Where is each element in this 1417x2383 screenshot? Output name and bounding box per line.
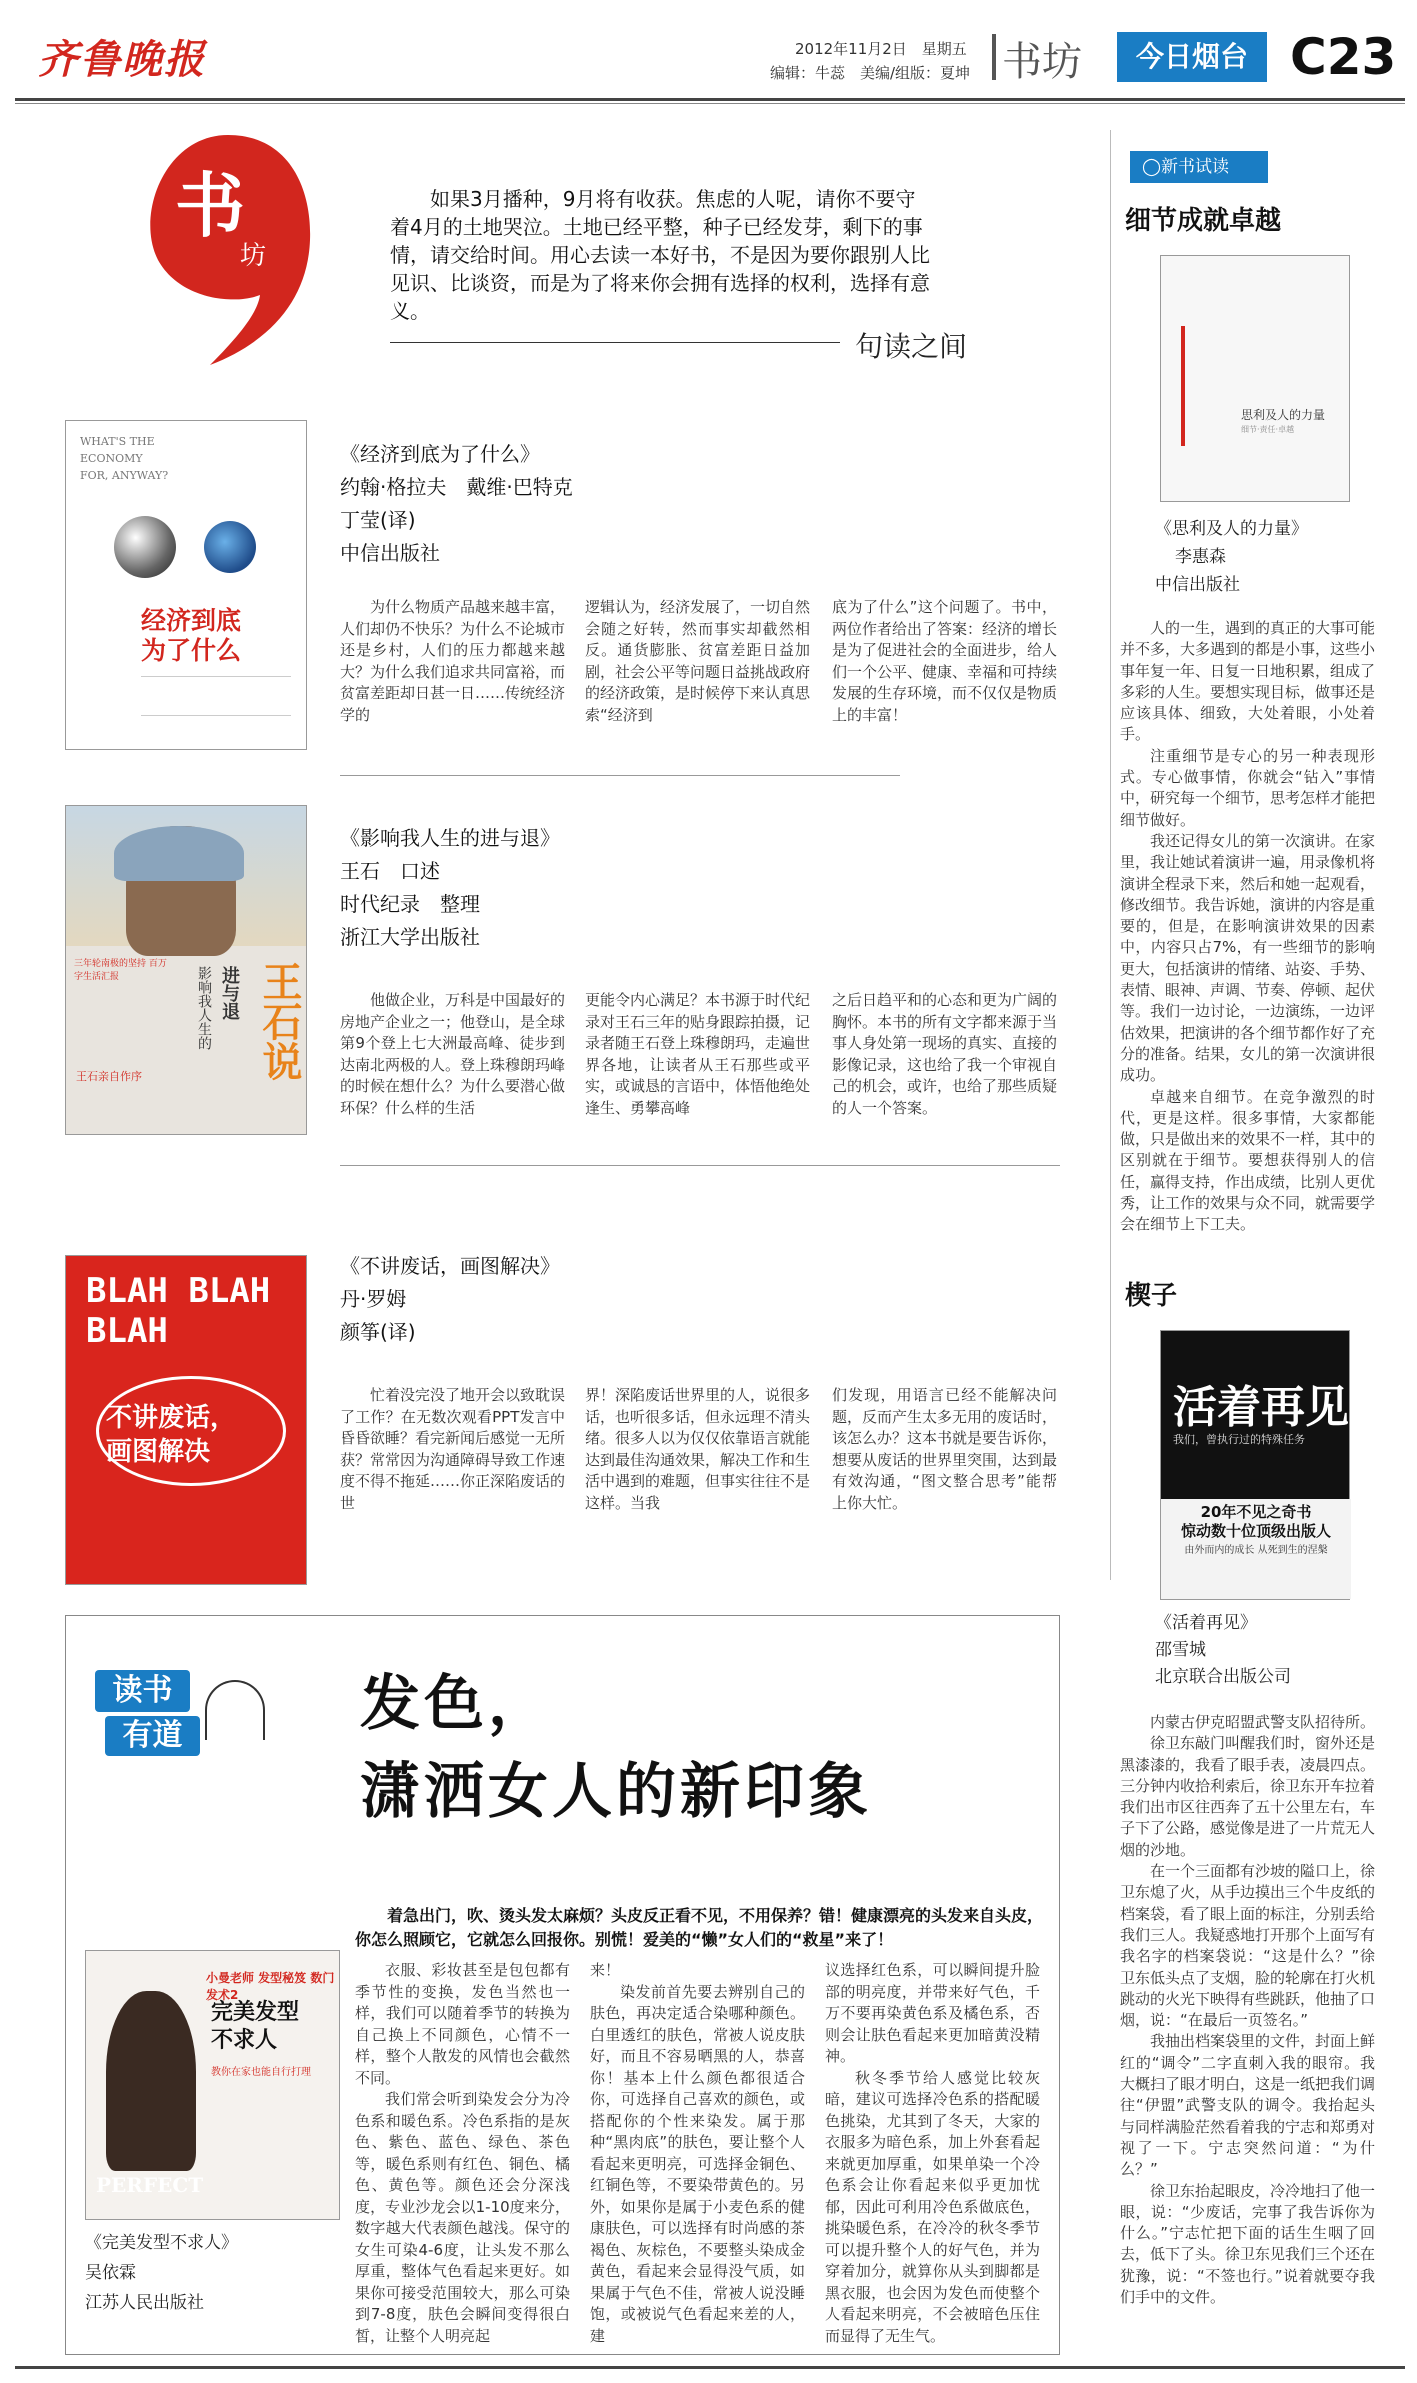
sidebar-heading-2: 楔子 — [1125, 1281, 1178, 1311]
masthead-divider — [992, 34, 996, 80]
shufang-logo — [140, 130, 315, 370]
issue-date: 2012年11月2日 星期五 — [795, 40, 967, 58]
book2-col1: 他做企业，万科是中国最好的房地产企业之一；他登山，是全球第9个登上七大洲最高峰、徒步到达南北两极的人。登上珠穆朗玛峰的时候在想什么？为什么要潜心做环保？什么样的生活 — [340, 991, 566, 1117]
book-author: 李惠森 — [1175, 547, 1226, 567]
cover-cn-1: 不讲废话， — [106, 1403, 237, 1433]
book1-col3: 底为了什么”这个问题了。书中，两位作者给出了答案：经济的增长是为了促进社会的全面进步，给人们一个公平、健康、幸福和可持续发展的生存环境，而不仅仅是物质上的丰富！ — [832, 598, 1058, 724]
book1-col2: 逻辑认为，经济发展了，一切自然会随之好转，然而事实却截然相反。通货膨胀、贫富差距日益加剧，社会公平等问题日益挑战政府的经济政策，是时候停下来认真思索“经济到 — [585, 598, 811, 724]
section-name: 书坊 — [1002, 39, 1082, 85]
cover-name: 王石说 — [256, 961, 302, 1081]
book-title: 《思利及人的力量》 — [1155, 519, 1308, 539]
sidebar-book2-info — [1155, 1610, 1291, 1691]
paragraph: 我还记得女儿的第一次演讲。在家里，我让她试着演讲一遍，用录像机将演讲全程录下来，然后和她一起观看，修改细节。我告诉她，演讲的内容是重要的，但是，在影响演讲效果的因素中，内容只占7%，有一些细节的影响更大，包括演讲的情绪、站姿、手势、表情、眼神、声调、节奏、停顿、起伏等。我们一边讨论，一边演练，一边评估效果，把演讲的各个细节都作好了充分的准备。结果，女儿的第一次演讲很成功。 — [1120, 831, 1376, 1085]
book-authors: 约翰·格拉夫 戴维·巴特克 — [340, 475, 573, 499]
separator — [340, 1165, 1060, 1166]
paragraph: 注重细节是专心的另一种表现形式。专心做事情，你就会“钻入”事情中，研究每一个细节，思考怎样才能把细节做好。 — [1120, 746, 1376, 829]
page-number: C23 — [1290, 28, 1397, 86]
cover-title-1: 经济到底 — [141, 606, 242, 635]
book-translator: 丁莹(译) — [340, 508, 416, 532]
book2-col2: 更能令内心满足？本书源于时代纪录对王石三年的贴身跟踪拍摄，记录者随王石登上珠穆朗玛，走遍世界各地，让读者从王石那些或平实，或诚恳的言语中，体悟他绝处逢生、勇攀高峰 — [585, 991, 811, 1117]
book3-col2: 界！深陷废话世界里的人，说很多话，也听很多话，但永远理不清头绪。很多人以为仅仅依靠语言就能达到最佳沟通效果，解决工作和生活中遇到的难题，但事实往往不是这样。当我 — [585, 1386, 811, 1512]
logo-big-char: 书 — [175, 165, 245, 247]
book2-info — [340, 822, 560, 954]
book-title: 《完美发型不求人》 — [85, 2233, 238, 2253]
book3-col3: 们发现，用语言已经不能解决问题，反而产生太多无用的废话时，该怎么办？这本书就是要告诉你，想要从废话的世界里突围，达到最有效沟通，“图文整合思考”能帮上你大忙。 — [832, 1386, 1058, 1512]
sidebar-article-2 — [1120, 1712, 1375, 2308]
sidebar-article-1 — [1120, 618, 1375, 1236]
steel-ball — [114, 516, 176, 578]
book-publisher: 中信出版社 — [1155, 575, 1240, 595]
intro-text: 如果3月播种，9月将有收获。焦虑的人呢，请你不要守着4月的土地哭泣。土地已经平整，种子已经发芽，剩下的事情，请交给时间。用心去读一本好书，不是因为要你跟别人比见识、比谈资，而是为了将来你会拥有选择的权利，选择有意义。 — [390, 187, 930, 323]
book2-col3: 之后日趋平和的心态和更为广阔的胸怀。本书的所有文字都来源于当事人身处第一现场的真实、直接的影像记录，这也给了我一个审视自己的机会，或许，也给了那些质疑的人一个答案。 — [832, 991, 1058, 1117]
book-author: 吴依霖 — [85, 2263, 136, 2283]
book1-info — [340, 438, 573, 570]
model-photo — [106, 1991, 196, 2171]
paragraph: 我们常会听到染发会分为冷色系和暖色系。冷色系指的是灰色、紫色、蓝色、绿色、茶色等，暖色系则有红色、铜色、橘色、黄色等。颜色还会分深浅度，专业沙龙会以1-10度来分，数字越大代表颜色越浅。保守的女生可染4-6度，让头发不那么厚重，整体气色看起来更好。如果你可接受范围较大，那么可染到7-8度，肤色会瞬间变得很白皙，让整个人明亮起 — [355, 2090, 570, 2345]
feature-headline: 发色， 潇洒女人的新印象 — [360, 1669, 872, 1827]
book-title: 《影响我人生的进与退》 — [340, 826, 560, 850]
book-title: 《活着再见》 — [1155, 1613, 1257, 1633]
logo-small-char: 坊 — [240, 241, 267, 271]
paragraph: 徐卫东敲门叫醒我们时，窗外还是黑漆漆的，我看了眼手表，凌晨四点。三分钟内收拾利索后，徐卫东开车拉着我们出市区往西奔了五十公里左右，车子下了公路，感觉像是进了一片荒无人烟的沙地。 — [1120, 1734, 1376, 1859]
lamp-icon — [205, 1680, 265, 1740]
feature-book-info — [85, 2228, 238, 2318]
book-publisher: 江苏人民出版社 — [85, 2293, 204, 2313]
intro-rule — [390, 342, 840, 343]
book-cover-blah: BLAH BLAH BLAH 不讲废话， 画图解决 — [65, 1255, 307, 1585]
sidebar-heading-1: 细节成就卓越 — [1125, 206, 1282, 236]
book-cover-wangshi: 三年轮南极的坚持 百万字生活汇报 进与退 影响我人生的 王石说 王石亲自作序 — [65, 805, 307, 1135]
paragraph: 内蒙古伊克昭盟武警支队招待所。 — [1150, 1713, 1376, 1731]
globe-icon — [204, 521, 256, 573]
paragraph: 秋冬季节给人感觉比较灰暗，建议可选择冷色系的搭配暖色挑染，尤其到了冬天，大家的衣服多为暗色系，加上外套看起来就更加厚重，如果单染一个冷色系会让你看起来似乎更加忧郁，因此可利用冷色系做底色，挑染暖色系，在冷冷的秋冬季节可以提升整个人的好气色，并为穿着加分，就算你从头到脚都是黑衣服，也会因为发色而使整个人看起来明亮，不会被暗色压住而显得了无生气。 — [825, 2068, 1040, 2345]
book-authors: 丹·罗姆 — [340, 1287, 407, 1311]
book-translator: 时代纪录 整理 — [340, 892, 480, 916]
dushu-youdao-badge: 读书 有道 — [95, 1670, 280, 1760]
new-book-trial-tag: ◯新书试读 — [1130, 151, 1268, 183]
book-publisher: 北京联合出版公司 — [1155, 1667, 1291, 1687]
paragraph: 染发前首先要去辨别自己的肤色，再决定适合染哪种颜色。白里透红的肤色，常被人说皮肤好，而且不容易晒黑的人，恭喜你！基本上什么颜色都很适合你，可选择自己喜欢的颜色，或搭配你的个性来染发。属于那种“黑肉底”的肤色，要让整个人看起来更明亮，可选择金铜色、红铜色等，不要染带黄色的。另外，如果你是属于小麦色系的健康肤色，可以选择有时尚感的茶褐色、灰棕色，不要整头染成金黄色，看起来会显得没气质，如果属于气色不佳，常被人说没睡饱，或被说气色看起来差的人，建 — [590, 1982, 805, 2345]
book-authors: 王石 口述 — [340, 859, 440, 883]
paragraph: 议选择红色系，可以瞬间提升脸部的明亮度，并带来好气色，千万不要再染黄色系及橘色系，否则会让肤色看起来更加暗黄没精神。 — [825, 1961, 1040, 2065]
cover-title-2: 为了什么 — [141, 636, 242, 665]
column-divider — [1110, 130, 1111, 1580]
header-rule — [15, 98, 1405, 101]
book-cover-economy: WHAT'S THE ECONOMY FOR, ANYWAY? 经济到底 为了什么 — [65, 420, 307, 750]
book-publisher: 浙江大学出版社 — [340, 925, 480, 949]
paragraph: 人的一生，遇到的真正的大事可能并不多，大多遇到的都是小事，这些小事年复一年、日复一日地积累，组成了多彩的人生。要想实现目标，做事还是应该具体、细致，大处着眼，小处着手。 — [1120, 619, 1376, 744]
edition-badge: 今日烟台 — [1117, 32, 1267, 82]
feature-lead: 着急出门，吹、烫头发太麻烦？头皮反正看不见，不用保养？错！健康漂亮的头发来自头皮，你怎么照顾它，它就怎么回报你。别慌！爱美的“懒”女人们的“救星”来了！ — [355, 1906, 1044, 1949]
book3-info — [340, 1250, 560, 1349]
book3-col1: 忙着没完没了地开会以致耽误了工作？在无数次观看PPT发言中昏昏欲睡？看完新闻后感觉一无所获？常常因为沟通障碍导致工作速度不得不拖延……你正深陷废话的世 — [340, 1386, 566, 1512]
intro-signature: 句读之间 — [855, 330, 968, 363]
feature-col3 — [825, 1960, 1040, 2347]
editor-credit: 编辑：牛蕊 美编/组版：夏坤 — [770, 64, 971, 82]
cover-cn-2: 画图解决 — [106, 1437, 211, 1467]
footer-rule — [15, 2366, 1405, 2369]
paragraph: 在一个三面都有沙坡的隘口上，徐卫东熄了火，从手边摸出三个牛皮纸的档案袋，看了眼上面的标注，分别丢给我们三人。我疑惑地打开那个上面写有我名字的档案袋说：“这是什么？”徐卫东低头点了支烟，脸的轮廓在打火机跳动的火光下映得有些跳跃，他抽了口烟，说：“在最后一页签名。” — [1120, 1862, 1376, 2030]
book1-col1: 为什么物质产品越来越丰富，人们却仍不快乐？为什么不论城市还是乡村，人们的压力都越来越大？为什么我们追求共同富裕，而贫富差距却日甚一日……传统经济学的 — [340, 598, 566, 724]
paragraph: 徐卫东抬起眼皮，冷冷地扫了他一眼，说：“少废话，完事了我告诉你为什么。”宁志忙把下面的话生生咽了回去，低下了头。徐卫东见我们三个还在犹豫，说：“不签也行。”说着就要夺我们手中的文件。 — [1120, 2181, 1376, 2307]
book-title: 《经济到底为了什么》 — [340, 442, 540, 466]
newspaper-logo: 齐鲁晚报 — [38, 36, 206, 83]
cover-fineprint — [141, 676, 291, 716]
book-author: 邵雪城 — [1155, 1640, 1206, 1660]
book-title: 《不讲废话，画图解决》 — [340, 1254, 560, 1278]
paragraph: 我抽出档案袋里的文件，封面上鲜红的“调令”二字直刺入我的眼帘。我大概扫了眼才明白，这是一纸把我们调往“伊盟”武警支队的调令。我抬起头与同样满脸茫然看着我的宁志和郑勇对视了一下。宁志突然问道：“为什么？” — [1120, 2032, 1376, 2179]
feature-col2 — [590, 1960, 805, 2347]
paragraph: 衣服、彩妆甚至是包包都有季节性的变换，发色当然也一样，我们可以随着季节的转换为自己换上不同颜色，心情不一样，整个人散发的风情也会截然不同。 — [355, 1961, 570, 2087]
paragraph: 卓越来自细节。在竞争激烈的时代，更是这样。很多事情，大家都能做，只是做出来的效果不一样，其中的区别就在于细节。要想获得别人的信任，赢得支持，作出成绩，比别人更优秀，让工作的效果与众不同，就需要学会在细节上下工夫。 — [1120, 1087, 1376, 1234]
book-cover-hairstyle: 小曼老师 发型秘笈 数门发术2 完美发型 不求人 教你在家也能自行打理 PERFECT — [85, 1950, 340, 2220]
book-cover-sili: 思利及人的力量 细节·责任·卓越 — [1160, 255, 1350, 502]
header-rule-thin — [15, 103, 1405, 104]
separator — [340, 775, 900, 776]
book-cover-huozhe: 活着再见 我们，曾执行过的特殊任务 20年不见之奇书 惊动数十位顶级出版人 由外而内的成长 从死到生的涅槃 — [1160, 1330, 1350, 1600]
feature-col1 — [355, 1960, 570, 2347]
book-publisher: 中信出版社 — [340, 541, 440, 565]
sidebar-book1-info — [1155, 515, 1308, 599]
book-translator: 颜筝(译) — [340, 1320, 416, 1344]
paragraph: 来！ — [590, 1961, 621, 1979]
